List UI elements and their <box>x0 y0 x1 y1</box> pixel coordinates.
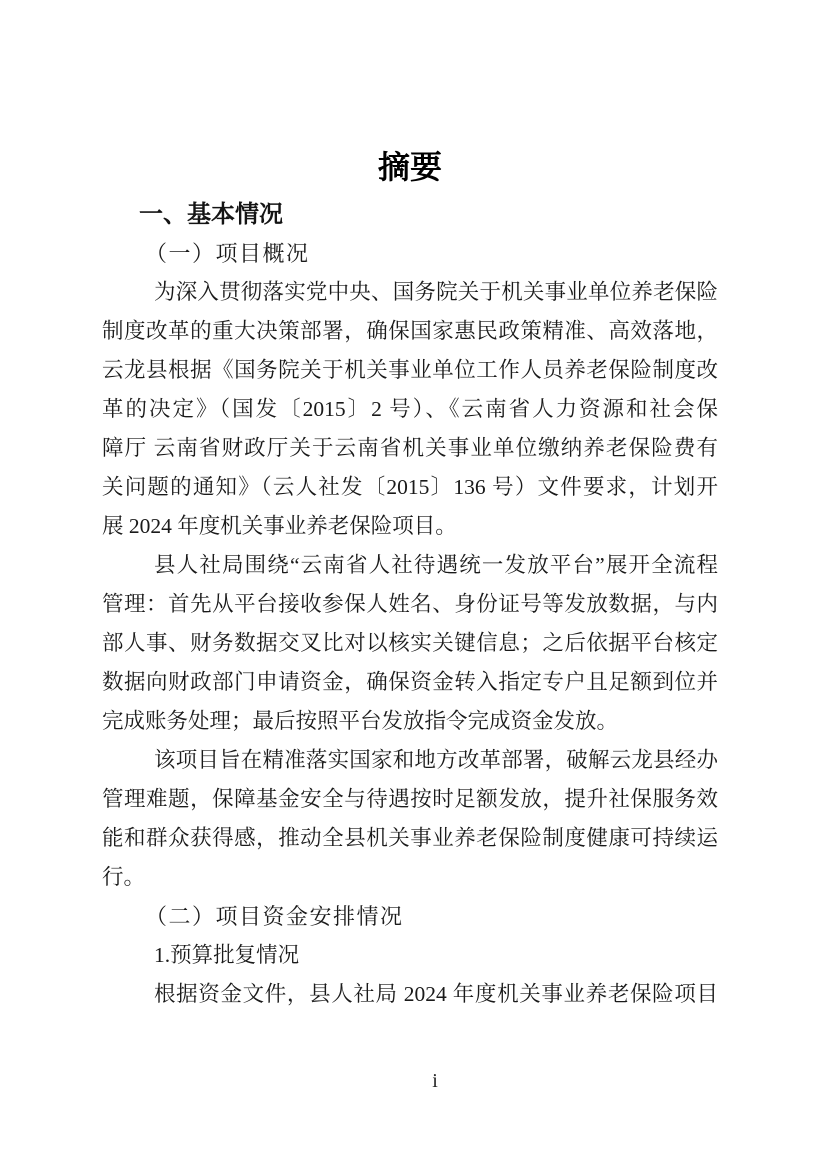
paragraph-line: 部人事、财务数据交叉比对以核实关键信息；之后依据平台核定 <box>102 631 718 655</box>
paragraph-line: 完成账务处理；最后按照平台发放指令完成资金发放。 <box>102 709 619 733</box>
paragraph-line: 展 2024 年度机关事业养老保险项目。 <box>102 514 457 538</box>
heading-2: （一）项目概况 <box>145 241 310 266</box>
paragraph-line: 数据向财政部门申请资金，确保资金转入指定专户且足额到位并 <box>102 670 718 694</box>
paragraph-line: 关问题的通知》（云人社发〔2015〕136 号）文件要求，计划开 <box>102 475 718 499</box>
paragraph-line: 为深入贯彻落实党中央、国务院关于机关事业单位养老保险 <box>154 280 718 304</box>
heading-2: （二）项目资金安排情况 <box>145 904 404 929</box>
paragraph-line: 根据资金文件，县人社局 2024 年度机关事业养老保险项目 <box>154 982 718 1006</box>
paragraph <box>102 975 718 1014</box>
paragraph-line: 行。 <box>102 865 146 889</box>
page-number: i <box>432 1070 438 1092</box>
paragraph <box>102 546 718 741</box>
paragraph-line: 云龙县根据《国务院关于机关事业单位工作人员养老保险制度改 <box>102 358 718 382</box>
paragraph-line: 障厅 云南省财政厅关于云南省机关事业单位缴纳养老保险费有 <box>102 436 718 460</box>
paragraph-line: 能和群众获得感，推动全县机关事业养老保险制度健康可持续运 <box>102 826 718 850</box>
paragraph-line: 县人社局围绕“云南省人社待遇统一发放平台”展开全流程 <box>154 553 718 577</box>
heading-1: 一、基本情况 <box>139 201 283 228</box>
paragraph <box>102 273 718 546</box>
paragraph-line: 该项目旨在精准落实国家和地方改革部署，破解云龙县经办 <box>154 748 718 772</box>
paragraph-line: 管理：首先从平台接收参保人姓名、身份证号等发放数据，与内 <box>102 592 718 616</box>
paragraph-line: 管理难题，保障基金安全与待遇按时足额发放，提升社保服务效 <box>102 787 718 811</box>
page-title: 摘要 <box>377 149 442 185</box>
heading-3: 1.预算批复情况 <box>154 943 300 967</box>
document-body <box>102 145 718 1014</box>
paragraph <box>102 741 718 897</box>
paragraph-line: 革的决定》（国发〔2015〕2 号）、《云南省人力资源和社会保 <box>102 397 718 421</box>
paragraph-line: 制度改革的重大决策部署，确保国家惠民政策精准、高效落地， <box>102 319 718 343</box>
